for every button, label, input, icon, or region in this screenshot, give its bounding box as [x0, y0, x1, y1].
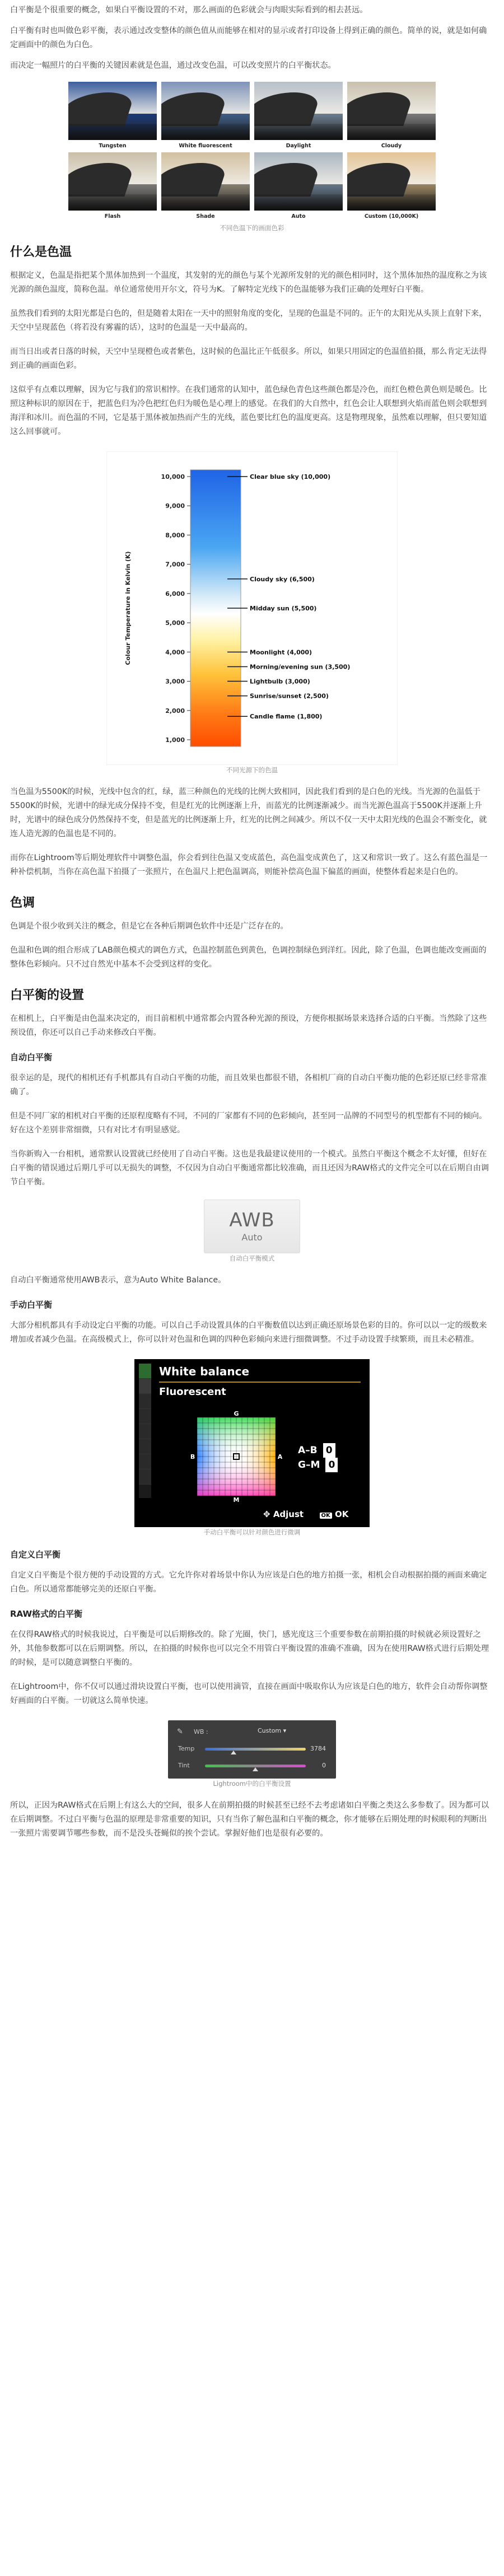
paragraph: 在相机上，白平衡是由色温来决定的，而目前相机中通常都会内置各种光源的预设，方便你根据场景来选择合适的白平衡。当然除了这些预设值，你还可以自己手动来修改白平衡。 [10, 1014, 487, 1037]
camera-wb-figure [10, 1357, 494, 1537]
photo-rocks [68, 194, 157, 211]
camera-menu-tab-icon [139, 1379, 151, 1394]
annotation-label: Sunrise/sunset (2,500) [250, 692, 329, 700]
annotation-label: Lightbulb (3,000) [250, 678, 310, 685]
temp-slider-handle[interactable] [231, 1751, 236, 1754]
chevron-down-icon: ▾ [283, 1727, 287, 1734]
awb-icon-subtext: Auto [241, 1232, 263, 1243]
paragraph: 很幸运的是，现代的相机还有手机都具有自动白平衡的功能，而且效果也都很不错，各相机厂商的自动白平衡功能的色彩还原已经非常准确了。 [10, 1074, 487, 1096]
section-heading: 什么是色温 [10, 245, 72, 259]
camera-screen-title: White balance [159, 1365, 250, 1378]
y-tick-label: 4,000 [165, 648, 185, 656]
y-tick-label: 7,000 [165, 561, 185, 568]
y-axis-label: Colour Temperature in Kelvin (K) [124, 551, 132, 665]
figure-caption: 不同光源下的色温 [226, 766, 278, 774]
paragraph: 大部分相机都具有手动设定白平衡的功能。可以自己手动设置具体的白平衡数值以达到正确还原场景色彩的目的。你可以以一定的级数来增加或者减少色温。在高级模式上，你可以针对色温和色调的四种色彩倾向来进行细微调整。不过手动设置手续繁琐，而且未必精准。 [10, 1321, 487, 1344]
camera-menu-tab-icon [139, 1409, 151, 1424]
sample-photo [161, 152, 250, 211]
photo-label: Custom (10,000K) [364, 213, 419, 220]
paragraph: 自动白平衡通常使用AWB表示，意为Auto White Balance。 [10, 1276, 226, 1285]
lightroom-wb-panel [168, 1720, 336, 1779]
camera-wb-mode: Fluorescent [159, 1386, 226, 1398]
y-tick-label: 6,000 [165, 590, 185, 598]
photo-grid [68, 82, 436, 223]
figure-caption: 手动白平衡可以针对颜色进行微调 [203, 1528, 301, 1536]
annotation-label: Midday sun (5,500) [250, 605, 317, 612]
subsection-heading: 自定义白平衡 [10, 1550, 61, 1560]
temp-label: Temp [178, 1745, 195, 1752]
ab-label: A–B [298, 1445, 318, 1456]
photo-label: Shade [196, 213, 215, 220]
axis-label-m: M [233, 1496, 240, 1502]
intro-paragraph: 白平衡有时也叫做色彩平衡，表示通过改变整体的颜色值从而能够在相对的显示或者打印设备上得到正确的颜色。简单的说，就是如何确定画面中的颜色为白色。 [10, 26, 487, 49]
figure-caption: 不同色温下的画面色彩 [220, 224, 284, 232]
sample-photo [68, 152, 157, 211]
camera-menu-tab-icon [139, 1364, 151, 1379]
paragraph: 根据定义，色温是指把某个黑体加热到一个温度，其发射的光的颜色与某个光源所发射的光的颜色相同时，这个黑体加热的温度称之为该光源的颜色温度，简称色温。单位通常使用开尔文，符号为K。了解特定光线下的色温能够为我们正确的处理好白平衡。 [10, 271, 487, 294]
photo-label: White fluorescent [179, 143, 232, 149]
y-tick-label: 3,000 [165, 678, 185, 685]
sample-photo [68, 82, 157, 140]
adjust-label[interactable]: Adjust [273, 1509, 304, 1519]
photo-label: Auto [291, 213, 306, 220]
annotation-label: Morning/evening sun (3,500) [250, 663, 351, 671]
camera-menu-tab-icon [139, 1394, 151, 1409]
photo-label: Cloudy [381, 143, 402, 149]
sample-photo [254, 152, 343, 211]
sample-photo [347, 152, 436, 211]
photo-rocks [347, 124, 436, 140]
white-balance-comparison-figure [10, 80, 494, 233]
subsection-heading: 自动白平衡 [10, 1052, 53, 1062]
photo-rocks [68, 124, 157, 140]
temp-value[interactable]: 3784 [310, 1745, 326, 1752]
color-temperature-chart [106, 451, 398, 765]
sample-photo [161, 82, 250, 140]
photo-label: Daylight [286, 143, 311, 149]
ab-value[interactable]: 0 [323, 1443, 335, 1458]
wb-shift-values [298, 1443, 338, 1472]
annotation-label: Clear blue sky (10,000) [250, 473, 331, 480]
annotation-label: Cloudy sky (6,500) [250, 575, 315, 583]
paragraph: 在仅得RAW格式的时候我说过，白平衡是可以后期修改的。除了光圈，快门，感光度这三个重要参数在前期拍摄的时候就必须设置好之外，其他参数都可以在后期调整。所以，在拍摄的时候你也可以完全不用管白平衡设置的准确不准确，因为在使用RAW格式进行后期处理的时候，是可以随意调整白平衡的。 [10, 1630, 489, 1667]
paragraph: 色温和色调的组合形成了LAB颜色模式的调色方式，色温控制蓝色到黄色，色调控制绿色到洋红。因此，除了色温，色调也能改变画面的整体色彩倾向。只不过自然光中基本不会受到这样的变化。 [10, 946, 487, 969]
paragraph: 但是不同厂家的相机对白平衡的还原程度略有不同，不同的厂家都有不同的色彩倾向，甚至同一品牌的不同型号的机型都有不同的倾向。好在这个差别非常细微，只有对比才有明显感觉。 [10, 1112, 487, 1135]
photo-rocks [161, 194, 250, 211]
wb-preset-dropdown[interactable] [258, 1727, 286, 1734]
tint-label: Tint [178, 1762, 190, 1769]
subsection-heading: 手动白平衡 [10, 1300, 53, 1310]
y-tick-label: 8,000 [165, 531, 185, 539]
intro-paragraph: 白平衡是个很重要的概念，如果白平衡设置的不对，那么画面的色彩就会与肉眼实际看到的相去甚远。 [10, 6, 368, 15]
paragraph: 而当日出或者日落的时候，天空中呈现橙色或者紫色，这时候的色温比正午低很多。所以，如果只用固定的色温值拍摄，那么肯定无法得到正确的画面色彩。 [10, 347, 487, 370]
y-tick-label: 10,000 [161, 473, 185, 480]
eyedropper-icon[interactable]: ✎ [177, 1728, 183, 1736]
paragraph: 在Lightroom中，你不仅可以通过滑块设置白平衡，也可以使用滴管，直接在画面中吸取你认为应该是白色的地方，软件会自动帮你调整好画面的白平衡。一切就这么简单快速。 [10, 1682, 488, 1705]
y-tick-label: 9,000 [165, 502, 185, 510]
ok-label[interactable]: OK [335, 1509, 349, 1519]
gm-value[interactable]: 0 [325, 1458, 338, 1472]
camera-menu-tab-icon [139, 1469, 151, 1485]
y-tick-label: 1,000 [165, 736, 185, 744]
axis-label-g: G [234, 1411, 239, 1417]
paragraph: 色调是个很少收到关注的概念，但是它在各种后期调色软件中还是广泛存在的。 [10, 922, 288, 931]
subsection-heading: RAW格式的白平衡 [10, 1609, 83, 1619]
tint-value[interactable]: 0 [322, 1762, 326, 1769]
lightroom-wb-figure [10, 1718, 494, 1789]
paragraph: 当色温为5500K的时候，光线中包含的红，绿，蓝三种颜色的光线的比例大致相同，因此我们看到的是白色的光线。当光源的色温低于5500K的时候，光谱中的绿光成分保持不变，但是红光的比例逐渐上升，而蓝光的比例逐渐减少。而当光源色温高于5500K并逐渐上升时，光谱中的绿色成分仍然保持不变，但是蓝光的比例逐渐上升，红光的比例之间减少。所以不仅一天中太阳光线的色温会不断变化，就连人造光源的色温也是不同的。 [10, 787, 487, 838]
axis-label-b: B [190, 1453, 195, 1460]
camera-wb-screen [134, 1359, 370, 1527]
camera-menu-tab-icon [139, 1424, 151, 1439]
paragraph: 虽然我们看到的太阳光都是白色的，但是随着太阳在一天中的照射角度的变化，呈现的色温是不同的。正午的太阳光从头顶上直射下来，天空中呈现蓝色（将若没有雾霾的话），这时的色温是一天中最高的。 [10, 309, 487, 332]
section-heading: 白平衡的设置 [10, 988, 85, 1002]
sample-photo [347, 82, 436, 140]
photo-rocks [347, 194, 436, 211]
sample-photo [254, 82, 343, 140]
divider [159, 1382, 361, 1383]
section-heading: 色调 [10, 896, 35, 910]
figure-caption: Lightroom中的白平衡设置 [213, 1780, 291, 1788]
annotation-label: Moonlight (4,000) [250, 648, 312, 656]
awb-figure [10, 1200, 494, 1263]
color-shift-grid-svg [190, 1411, 282, 1502]
photo-label: Tungsten [99, 143, 127, 149]
paragraph: 而你在Lightroom等后期处理软件中调整色温，你会看到往色温又变成蓝色，高色温变成黄色了，这又和常识一致了。这么有蓝色温是一种补偿机制，当你在高色温下拍摄了一张照片，在色温尺上把色温调高，则能补偿高色温下偏蓝的画面，使整体看起来是白色的。 [10, 853, 488, 876]
wb-preset-value: Custom [258, 1727, 282, 1734]
annotation-label: Candle flame (1,800) [250, 713, 323, 721]
photo-rocks [161, 124, 250, 140]
camera-screen-footer [263, 1509, 348, 1519]
figure-caption: 自动白平衡模式 [229, 1254, 275, 1262]
y-tick-label: 2,000 [165, 707, 185, 715]
photo-rocks [254, 124, 343, 140]
photo-rocks [254, 194, 343, 211]
gm-label: G–M [298, 1459, 320, 1471]
color-shift-grid[interactable] [190, 1411, 282, 1502]
axis-label-a: A [277, 1453, 282, 1460]
ok-button-icon: OK [320, 1513, 332, 1519]
color-temperature-chart-svg [106, 451, 398, 765]
awb-icon [204, 1200, 300, 1253]
awb-icon-text: AWB [229, 1209, 275, 1231]
color-temperature-figure [10, 449, 494, 775]
camera-menu-sidebar [139, 1364, 151, 1498]
intro-paragraph: 而决定一幅照片的白平衡的关键因素就是色温，通过改变色温，可以改变照片的白平衡状态。 [10, 61, 336, 70]
paragraph: 所以，正因为RAW格式在后期上有这么大的空间，很多人在前期拍摄的时候甚至已经不去考虑诸如白平衡之类这么多参数了。因为都可以在后期调整。不过白平衡与色温的原理是非常重要的知识，只有当你了解色温和白平衡的概念，你才能够在后期处理的时候眼利的判断出一张照片需要调节哪些参数，而不是没头苍蝇似的挨个尝试。掌握好他们也是很有必要的。 [10, 1801, 489, 1838]
dpad-icon: ✥ [263, 1509, 270, 1519]
camera-menu-tab-icon [139, 1439, 151, 1454]
camera-menu-tab-icon [139, 1454, 151, 1469]
photo-label: Flash [104, 213, 121, 220]
temp-slider-track[interactable] [205, 1748, 306, 1751]
paragraph: 自定义白平衡是个很方便的手动设置的方式。它允许你对着场景中你认为应该是白色的地方拍摄一张，相机会自动根据拍摄的画面来确定白色。所以通常都能够完美的还原白平衡。 [10, 1571, 487, 1594]
y-tick-label: 5,000 [165, 619, 185, 627]
paragraph: 这似乎有点难以理解，因为它与我们的常识相悖。在我们通常的认知中，蓝色绿色青色这些颜色都是冷色，而红色橙色黄色则是暖色。比照这种标识的原因在于，把蓝色归为冷色把红色归为暖色是心理上的感觉。在我们的大自然中，红色会让人联想到火焰而蓝色则会联想到海洋和冰川。而色温的不同，它是基于黑体被加热而产生的光线，蓝色要比红色的温度更高。这是物理现象，虽然难以理解，但只要知道这么回事就可。 [10, 385, 487, 436]
paragraph: 当你新购入一台相机，通常默认设置就已经使用了自动白平衡。这也是我最建议使用的一个模式。虽然白平衡这个概念不太好懂，但好在白平衡的错误通过后期几乎可以无损失的调整，不仅因为自动白平衡通常都比较准确，而且还因为RAW格式的文件完全可以在后期自由调节白平衡。 [10, 1150, 489, 1187]
tint-slider-handle[interactable] [253, 1767, 258, 1771]
wb-label: WB : [194, 1728, 208, 1735]
